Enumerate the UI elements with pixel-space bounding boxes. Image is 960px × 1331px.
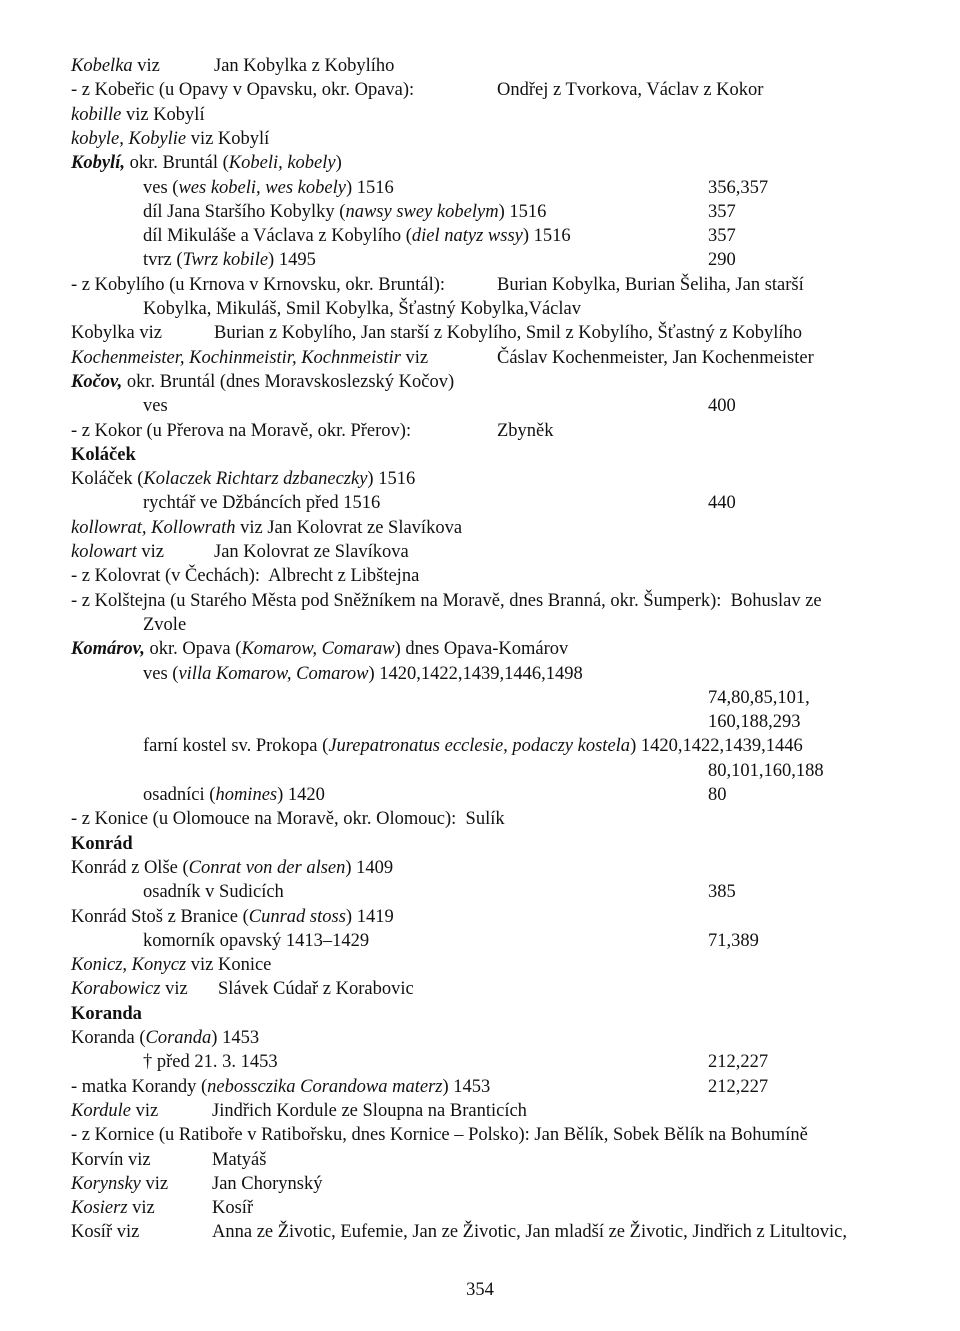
index-line: [0, 905, 960, 929]
entry-reference: Zbyněk: [497, 420, 554, 441]
index-line: [0, 321, 960, 345]
index-line: [0, 1002, 960, 1026]
entry-text: - z Kolštejna (u Starého Města pod Sněžníkem na Moravě, dnes Branná, okr. Šumperk): Bohuslav ze: [71, 590, 822, 611]
entry-reference: Slávek Cúdař z Korabovic: [218, 979, 414, 1000]
entry-text: Koranda (Coranda) 1453: [71, 1028, 260, 1048]
index-line: [0, 637, 960, 661]
index-line: [0, 807, 960, 831]
entry-text: komorník opavský 1413–1429: [143, 930, 370, 951]
entry-reference: 385: [708, 882, 736, 903]
entry-text: ves (villa Komarow, Comarow) 1420,1422,1439,1446,1498: [143, 663, 583, 684]
index-line: [0, 370, 960, 394]
entry-text: Kordule viz: [71, 1100, 159, 1121]
entry-text: Kobylka viz: [71, 323, 162, 344]
index-line: [0, 564, 960, 588]
entry-reference: 400: [708, 396, 736, 417]
entry-text: tvrz (Twrz kobile) 1495: [143, 250, 316, 271]
entry-text: Koranda: [71, 1003, 142, 1024]
entry-text: 74,80,85,101,: [708, 687, 810, 708]
entry-text: Kočov, okr. Bruntál (dnes Moravskoslezský Kočov): [71, 371, 455, 392]
index-line: [0, 103, 960, 127]
entry-text: rychtář ve Džbáncích před 1516: [143, 493, 381, 514]
index-line: [0, 832, 960, 856]
index-line: [0, 419, 960, 443]
entry-reference: 357: [708, 226, 736, 247]
index-line: [0, 224, 960, 248]
entry-text: Komárov, okr. Opava (Komarow, Comaraw) dnes Opava-Komárov: [71, 639, 569, 660]
entry-text: Koláček (Kolaczek Richtarz dzbaneczky) 1516: [71, 469, 416, 490]
index-line: [0, 783, 960, 807]
index-line: [0, 1196, 960, 1220]
index-line: [0, 1148, 960, 1172]
index-line: [0, 613, 960, 637]
index-line: [0, 710, 960, 734]
entry-text: kolowart viz: [71, 542, 165, 562]
index-line: [0, 1220, 960, 1244]
entry-reference: Jan Chorynský: [212, 1173, 323, 1194]
entry-text: ves (wes kobeli, wes kobely) 1516: [143, 177, 394, 198]
entry-text: Korynsky viz: [71, 1173, 169, 1194]
index-line: [0, 1050, 960, 1074]
entry-reference: Burian Kobylka, Burian Šeliha, Jan starší: [497, 274, 804, 295]
entry-text: Kobelka viz: [71, 56, 160, 76]
entry-text: Kobylka, Mikuláš, Smil Kobylka, Šťastný Kobylka,Václav: [143, 299, 581, 319]
entry-text: Konrád Stoš z Branice (Cunrad stoss) 1419: [71, 906, 394, 927]
entry-text: 80,101,160,188: [708, 760, 824, 781]
index-line: [0, 394, 960, 418]
index-line: [0, 1075, 960, 1099]
index-line: [0, 953, 960, 977]
index-line: [0, 54, 960, 78]
entry-reference: Matyáš: [212, 1149, 267, 1170]
entry-reference: Burian z Kobylího, Jan starší z Kobylího, Smil z Kobylího, Šťastný z Kobylího: [214, 323, 803, 344]
entry-text: osadníci (homines) 1420: [143, 785, 325, 805]
entry-reference: Čáslav Kochenmeister, Jan Kochenmeister: [497, 347, 814, 368]
entry-text: - z Kokor (u Přerova na Moravě, okr. Přerov):: [71, 420, 412, 441]
entry-reference: 71,389: [708, 930, 759, 951]
entry-text: † před 21. 3. 1453: [143, 1052, 278, 1073]
entry-text: Konrád z Olše (Conrat von der alsen) 1409: [71, 857, 394, 878]
entry-text: kollowrat, Kollowrath viz Jan Kolovrat ze Slavíkova: [71, 517, 463, 538]
entry-text: Korvín viz: [71, 1149, 151, 1170]
index-line: [0, 297, 960, 321]
entry-text: Kosíř viz: [71, 1222, 140, 1243]
index-line: [0, 1172, 960, 1196]
index-line: [0, 200, 960, 224]
index-line: [0, 589, 960, 613]
index-line: [0, 662, 960, 686]
entry-reference: 357: [708, 201, 736, 222]
index-line: [0, 1099, 960, 1123]
index-line: [0, 977, 960, 1001]
entry-text: osadník v Sudicích: [143, 882, 284, 903]
entry-reference: 440: [708, 493, 736, 514]
index-line: [0, 273, 960, 297]
entry-text: kobyle, Kobylie viz Kobylí: [71, 128, 270, 149]
entry-reference: Jan Kolovrat ze Slavíkova: [214, 542, 409, 562]
index-line: [0, 540, 960, 564]
index-line: [0, 176, 960, 200]
index-line: [0, 880, 960, 904]
entry-reference: Anna ze Životic, Eufemie, Jan ze Životic, Jan mladší ze Životic, Jindřich z Litultovic,: [212, 1222, 847, 1243]
index-line: [0, 856, 960, 880]
entry-reference: Jan Kobylka z Kobylího: [214, 56, 395, 76]
index-line: [0, 516, 960, 540]
entry-text: - z Kobylího (u Krnova v Krnovsku, okr. Bruntál):: [71, 274, 446, 295]
entry-reference: Kosíř: [212, 1198, 254, 1219]
entry-text: Korabowicz viz: [71, 979, 188, 1000]
entry-text: - z Kornice (u Ratiboře v Ratibořsku, dnes Kornice – Polsko): Jan Bělík, Sobek Bělík na Bohumíně: [71, 1125, 808, 1146]
index-line: [0, 491, 960, 515]
entry-reference: 212,227: [708, 1052, 769, 1073]
index-line: [0, 929, 960, 953]
entry-text: díl Jana Staršího Kobylky (nawsy swey kobelym) 1516: [143, 201, 547, 222]
entry-text: Kochenmeister, Kochinmeistir, Kochnmeistir viz: [71, 347, 429, 368]
entry-reference: 80: [708, 785, 727, 805]
index-line: [0, 151, 960, 175]
entry-reference: Jindřich Kordule ze Sloupna na Branticích: [212, 1100, 527, 1121]
index-line: [0, 1026, 960, 1050]
index-line: [0, 346, 960, 370]
entry-text: Konrád: [71, 833, 133, 854]
entry-text: farní kostel sv. Prokopa (Jurepatronatus ecclesie, podaczy kostela) 1420,1422,1439,1446: [143, 736, 803, 757]
entry-text: - z Konice (u Olomouce na Moravě, okr. Olomouc): Sulík: [71, 809, 505, 830]
entry-text: ves: [143, 396, 168, 417]
index-line: [0, 1123, 960, 1147]
index-line: [0, 686, 960, 710]
entry-text: - z Kobeřic (u Opavy v Opavsku, okr. Opava):: [71, 80, 415, 101]
entry-text: Kobylí, okr. Bruntál (Kobeli, kobely): [71, 153, 342, 174]
entry-text: díl Mikuláše a Václava z Kobylího (diel natyz wssy) 1516: [143, 226, 571, 247]
index-line: [0, 78, 960, 102]
entry-text: Zvole: [143, 614, 187, 635]
index-line: [0, 467, 960, 491]
entry-reference: 356,357: [708, 177, 769, 198]
entry-text: 160,188,293: [708, 712, 801, 733]
index-line: [0, 734, 960, 758]
index-line: [0, 759, 960, 783]
entry-text: Kosierz viz: [71, 1198, 155, 1219]
entry-reference: Ondřej z Tvorkova, Václav z Kokor: [497, 80, 764, 101]
index-line: [0, 443, 960, 467]
index-line: [0, 248, 960, 272]
entry-text: Koláček: [71, 444, 136, 465]
entry-text: - matka Korandy (nebossczika Corandowa materz) 1453: [71, 1076, 491, 1097]
entry-text: - z Kolovrat (v Čechách): Albrecht z Libštejna: [71, 566, 420, 587]
index-line: [0, 127, 960, 151]
entry-text: Konicz, Konycz viz Konice: [71, 955, 272, 976]
entry-reference: 290: [708, 250, 736, 271]
entry-reference: 212,227: [708, 1076, 769, 1097]
entry-text: kobille viz Kobylí: [71, 104, 205, 125]
page-number: 354: [466, 1280, 494, 1300]
